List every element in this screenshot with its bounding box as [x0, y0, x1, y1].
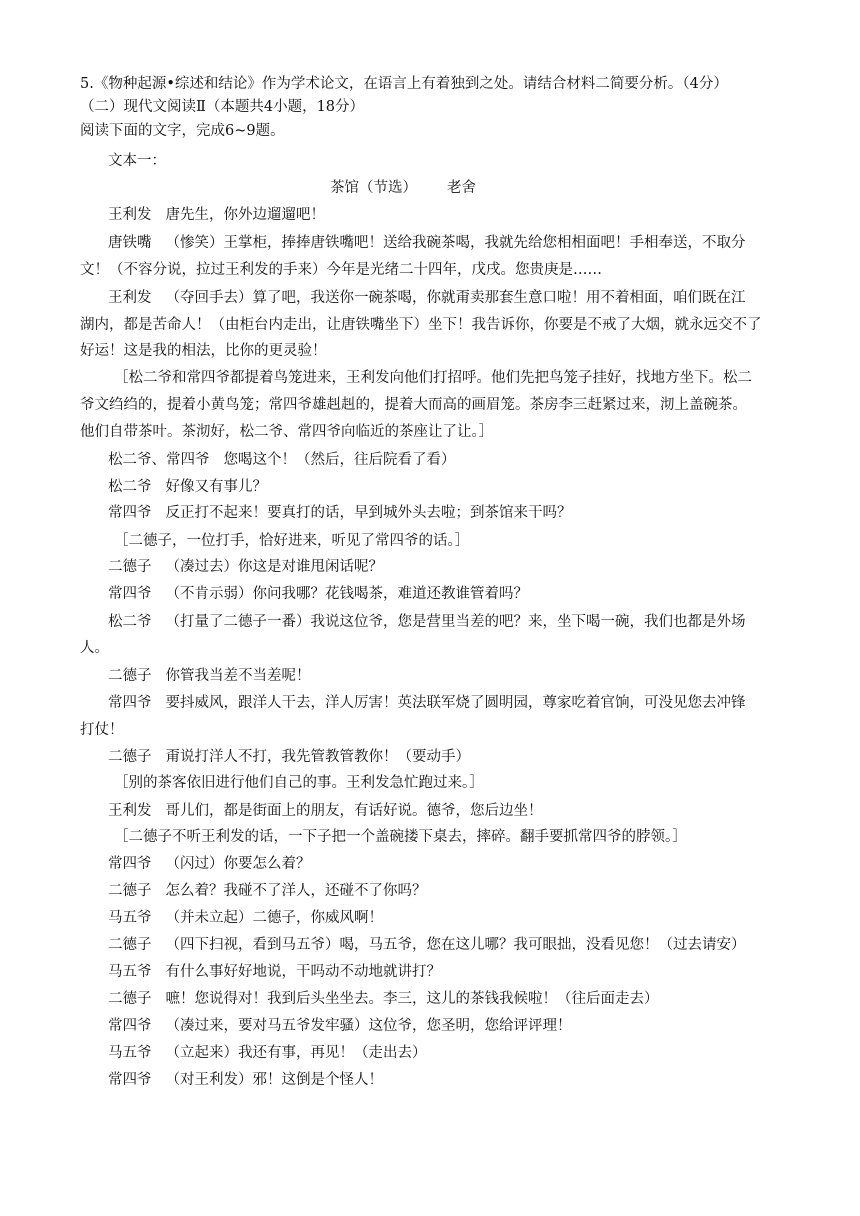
- dialogue-line: [108, 962, 441, 982]
- dialogue-line: [108, 693, 746, 713]
- dialogue-line: [108, 450, 456, 470]
- dialogue-text: （凑过来，要对马五爷发牢骚）这位爷，您圣明，您给评评理！: [165, 1018, 572, 1034]
- speaker: 王利发: [108, 803, 152, 819]
- dialogue-line: [108, 881, 427, 901]
- stage-direction: ［二德子，一位打手，恰好进来，听见了常四爷的话。］: [114, 533, 470, 549]
- dialogue-text: 好像又有事儿？: [165, 479, 267, 495]
- dialogue-text: （惨笑）王掌柜，捧捧唐铁嘴吧！送给我碗茶喝，我就先给您相相面吧！手相奉送，不取分: [165, 235, 746, 251]
- speaker: 马五爷: [108, 1045, 152, 1061]
- dialogue-text: 要抖威风，跟洋人干去，洋人厉害！英法联军烧了圆明园，尊家吃着官饷，可没见您去冲锋: [165, 695, 746, 711]
- dialogue-line: [108, 477, 267, 497]
- dialogue-line: [108, 908, 383, 928]
- speaker: 马五爷: [108, 964, 152, 980]
- stage-direction: ［二德子不听王利发的话，一下子把一个盖碗搂下桌去，摔碎。翻手要抓常四爷的脖领。］: [114, 829, 687, 845]
- dialogue-line: [108, 584, 528, 604]
- stage-direction-continuation: 爷文绉绉的，提着小黄鸟笼；常四爷雄赳赳的，提着大而高的画眉笼。茶房李三赶紧过来，沏上盖碗茶。: [80, 397, 747, 413]
- dialogue-text: （闪过）你要怎么着？: [165, 856, 311, 872]
- reading-instruction: 阅读下面的文字，完成6~9题。: [80, 123, 285, 139]
- dialogue-text: 唐先生，你外边遛遛吧！: [165, 207, 325, 223]
- dialogue-text: 您喝这个！（然后，往后院看了看）: [223, 452, 456, 468]
- speaker: 松二爷: [108, 614, 152, 630]
- speaker: 松二爷: [108, 479, 152, 495]
- stage-direction-continuation: 他们自带茶叶。茶沏好，松二爷、常四爷向临近的茶座让了让。］: [80, 424, 494, 440]
- dialogue-line: [108, 233, 746, 253]
- dialogue-line: [108, 747, 470, 767]
- title-text: 茶馆（节选）: [330, 180, 417, 196]
- dialogue-text: （夺回手去）算了吧，我送你一碗茶喝，你就甭卖那套生意口啦！用不着相面，咱们既在江: [165, 290, 746, 306]
- speaker: 二德子: [108, 559, 152, 575]
- speaker: 二德子: [108, 668, 152, 684]
- speaker: 常四爷: [108, 695, 152, 711]
- speaker: 唐铁嘴: [108, 235, 152, 251]
- dialogue-text: （不肯示弱）你问我哪？花钱喝茶，难道还教谁管着吗？: [165, 586, 528, 602]
- dialogue-text: 怎么着？我碰不了洋人，还碰不了你吗？: [165, 883, 427, 899]
- speaker: 二德子: [108, 937, 152, 953]
- speaker: 二德子: [108, 749, 152, 765]
- dialogue-text: （并未立起）二德子，你威风啊！: [165, 910, 383, 926]
- dialogue-line: [108, 1070, 383, 1090]
- dialogue-text: 有什么事好好地说，干吗动不动地就讲打？: [165, 964, 441, 980]
- author-name: 老舍: [447, 180, 476, 196]
- dialogue-text: （打量了二德子一番）我说这位爷，您是营里当差的吧？来，坐下喝一碗，我们也都是外场: [165, 614, 746, 630]
- dialogue-text: （四下扫视，看到马五爷）喝，马五爷，您在这儿哪？我可眼拙，没看见您！（过去请安）: [165, 937, 746, 953]
- dialogue-line: [108, 503, 572, 523]
- dialogue-line: [108, 288, 746, 308]
- dialogue-line: [108, 612, 746, 632]
- dialogue-line: [108, 1016, 572, 1036]
- dialogue-text: 哥儿们，都是街面上的朋友，有话好说。德爷，您后边坐！: [165, 803, 543, 819]
- dialogue-continuation: 人。: [80, 640, 109, 656]
- dialogue-line: [108, 935, 746, 955]
- dialogue-text: 反正打不起来！要真打的话，早到城外头去啦；到茶馆来干吗？: [165, 505, 572, 521]
- dialogue-line: [108, 1043, 427, 1063]
- text-label: 文本一：: [108, 153, 166, 169]
- stage-direction: ［松二爷和常四爷都提着鸟笼进来，王利发向他们打招呼。他们先把鸟笼子挂好，找地方坐下。松二: [114, 370, 752, 386]
- dialogue-line: [108, 801, 543, 821]
- dialogue-text: 你管我当差不当差呢！: [165, 668, 311, 684]
- speaker: 马五爷: [108, 910, 152, 926]
- dialogue-text: （立起来）我还有事，再见！（走出去）: [165, 1045, 427, 1061]
- dialogue-line: [108, 557, 383, 577]
- dialogue-text: 嗻！您说得对！我到后头坐坐去。李三，这儿的茶钱我候啦！（往后面走去）: [165, 991, 659, 1007]
- speaker: 二德子: [108, 883, 152, 899]
- dialogue-line: [108, 666, 311, 686]
- speaker: 松二爷、常四爷: [108, 452, 210, 468]
- dialogue-continuation: 湖内，都是苦命人！（由柜台内走出，让唐铁嘴坐下）坐下！我告诉你，你要是不戒了大烟，就永远交不了: [80, 317, 762, 333]
- dialogue-line: [108, 854, 311, 874]
- dialogue-text: 甭说打洋人不打，我先管教管教你！（要动手）: [165, 749, 470, 765]
- dialogue-continuation: 文！（不容分说，拉过王利发的手来）今年是光绪二十四年，戊戌。您贵庚是……: [80, 262, 602, 278]
- speaker: 常四爷: [108, 1072, 152, 1088]
- speaker: 常四爷: [108, 1018, 152, 1034]
- speaker: 二德子: [108, 991, 152, 1007]
- speaker: 常四爷: [108, 856, 152, 872]
- dialogue-continuation: 好运！这是我的相法，比你的更灵验！: [80, 343, 327, 359]
- passage-title: [330, 178, 476, 198]
- dialogue-line: [108, 205, 325, 225]
- speaker: 常四爷: [108, 505, 152, 521]
- question-5: 5.《物种起源•综述和结论》作为学术论文，在语言上有着独到之处。请结合材料二简要分析。（4分）: [80, 76, 728, 92]
- speaker: 王利发: [108, 207, 152, 223]
- speaker: 常四爷: [108, 586, 152, 602]
- dialogue-text: （对王利发）邪！这倒是个怪人！: [165, 1072, 383, 1088]
- dialogue-text: （凑过去）你这是对谁甩闲话呢？: [165, 559, 383, 575]
- stage-direction: ［别的茶客依旧进行他们自己的事。王利发急忙跑过来。］: [114, 775, 484, 791]
- dialogue-line: [108, 989, 659, 1009]
- speaker: 王利发: [108, 290, 152, 306]
- dialogue-continuation: 打仗！: [80, 722, 124, 738]
- section-heading: （二）现代文阅读Ⅱ（本题共4小题，18分）: [80, 99, 365, 115]
